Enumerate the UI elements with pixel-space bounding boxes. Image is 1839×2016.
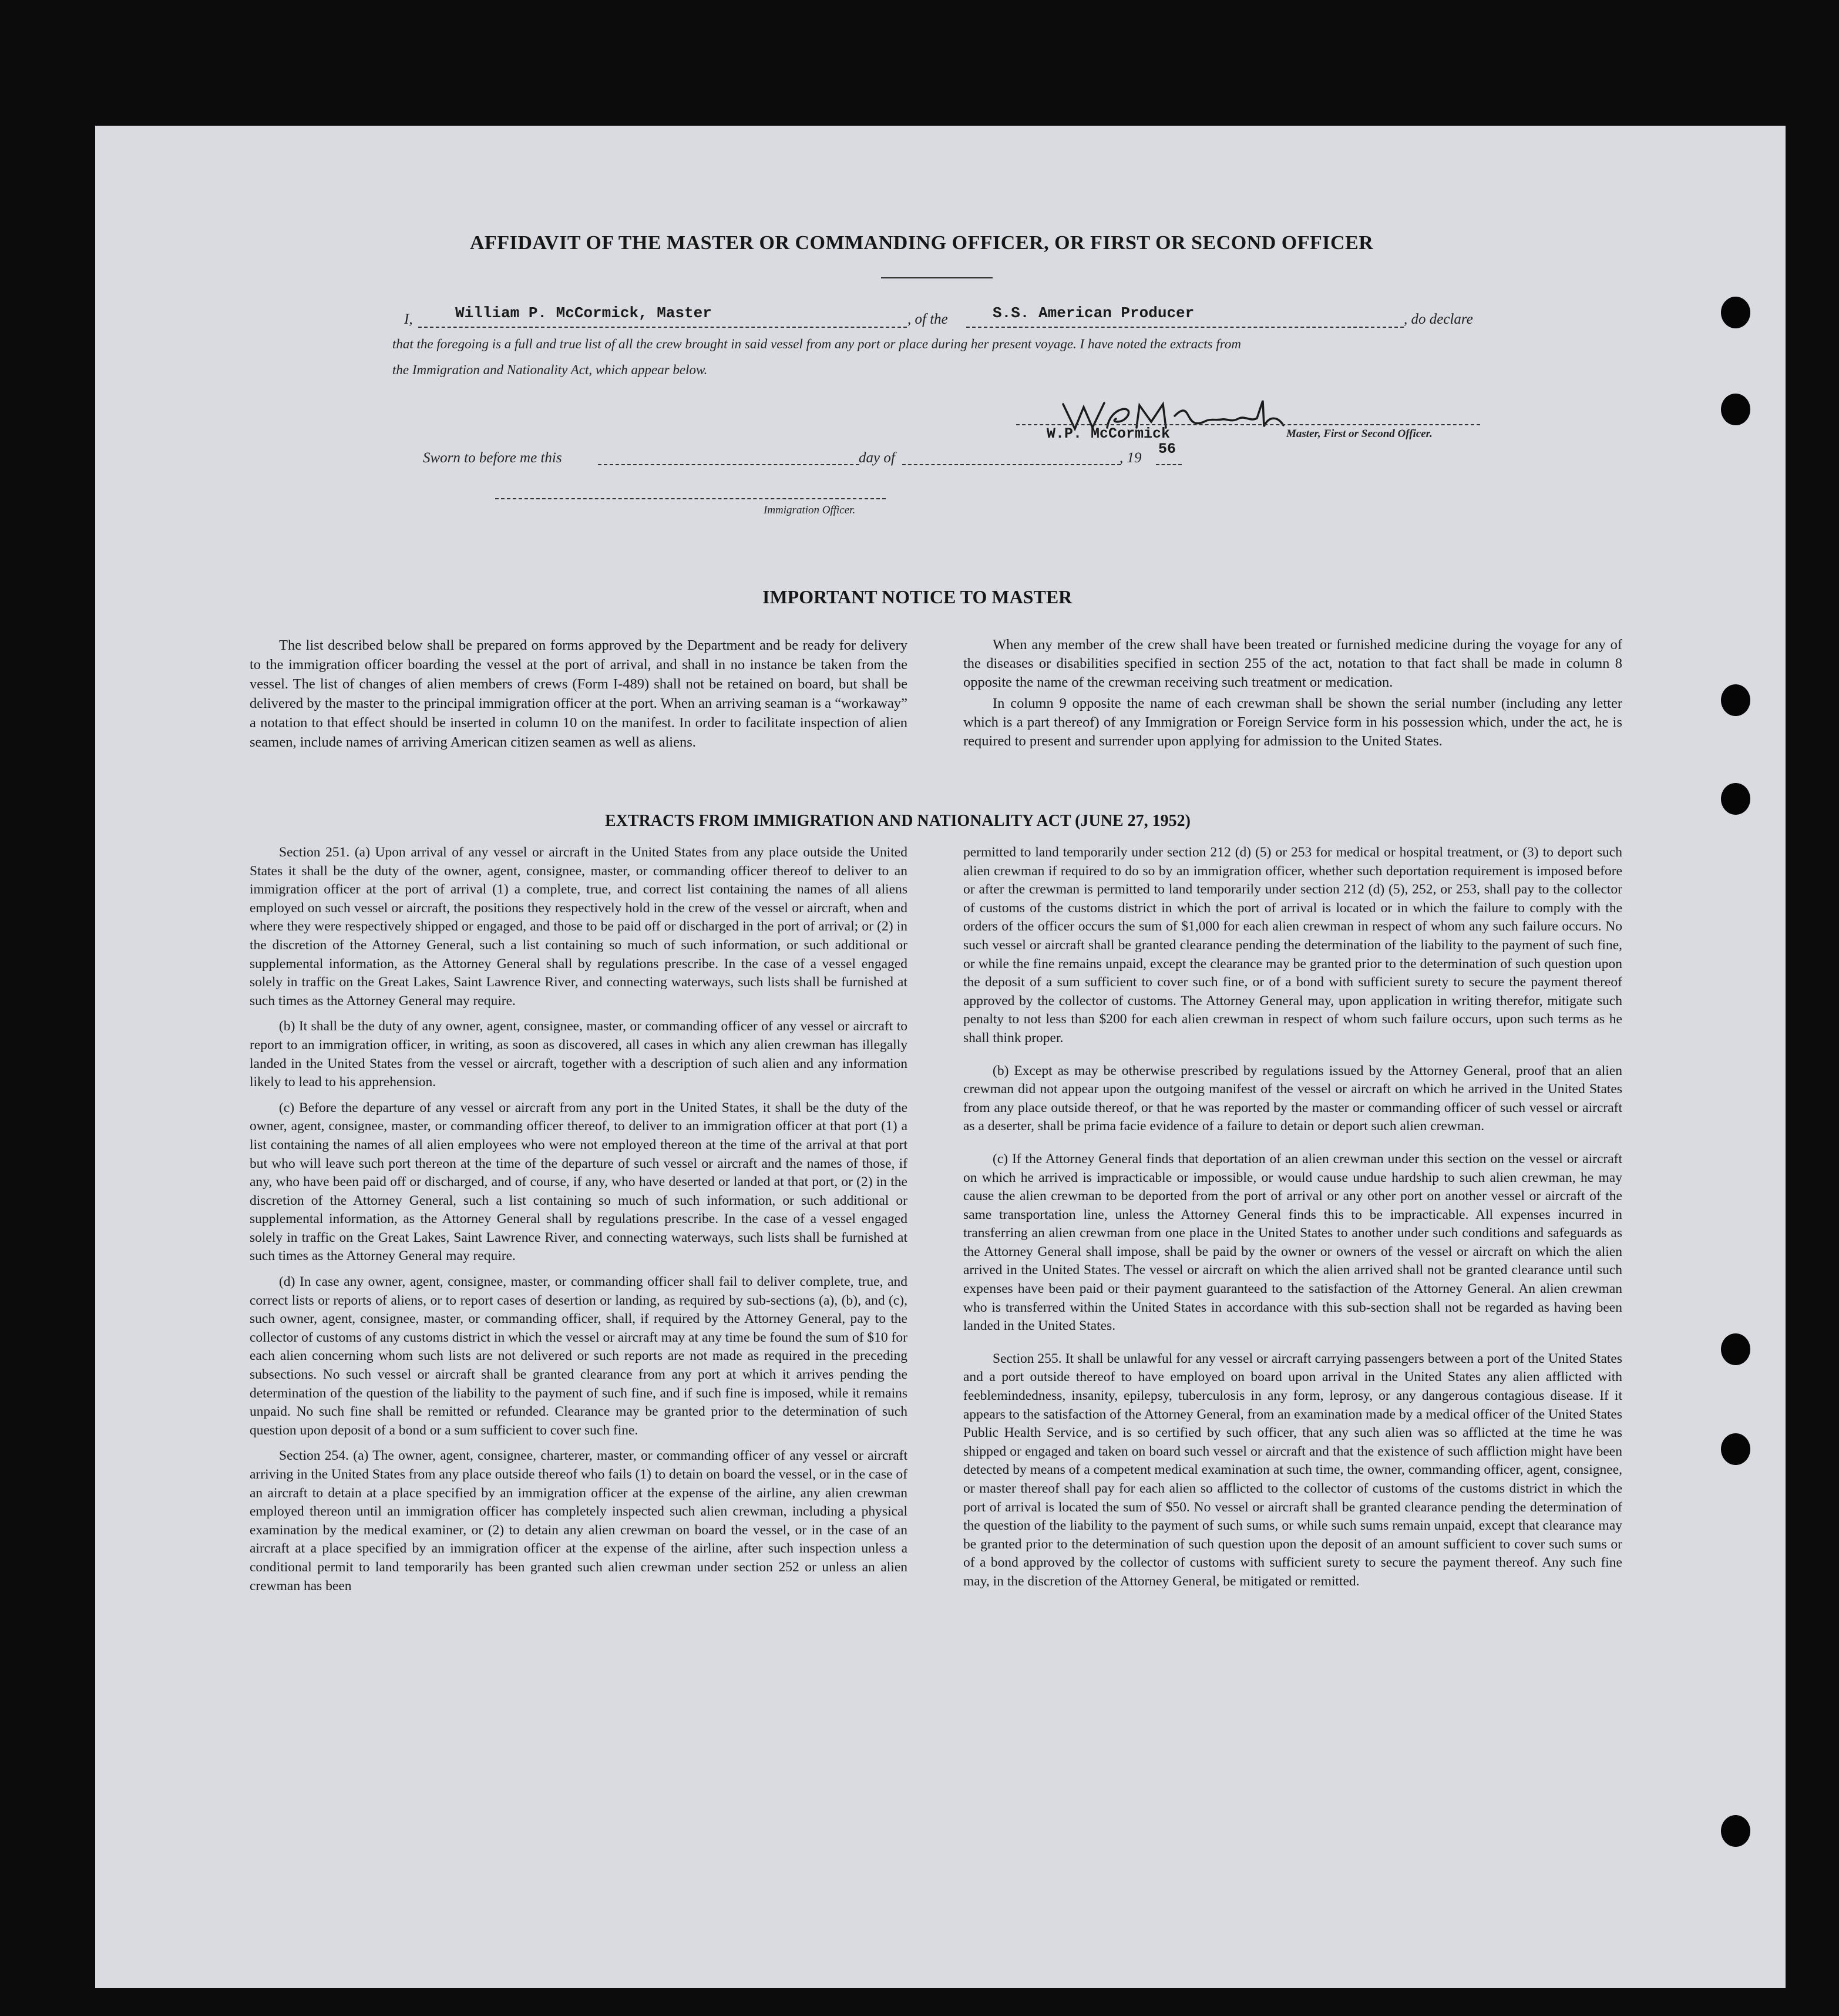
sworn-day-blank [598, 464, 859, 465]
binder-hole [1721, 1815, 1750, 1847]
act-paragraph: Section 255. It shall be unlawful for any vessel or aircraft carrying passengers between a port of the United States and a port outside thereof to have employed on board upon arrival in the United States any alien afflicted with feeblemindedness, insanity, epilepsy, tuberculosis in any form, leprosy, or any dangerous contagious disease. If it appears to the satisfaction of the Attorney General, from an examination made by a medical officer of the United States Public Health Service, and is so certified by such officer, that any such alien was so afflicted at the time he was shipped or engaged and taken on board such vessel or aircraft and that the existence of such affliction might have been detected by means of a competent medical examination at such time, the owner, commanding officer, agent, consignee, or master thereof shall pay for each alien so afflicted to the collector of customs of the customs district in which the port of arrival is located the sum of $50. No vessel or aircraft shall be granted clearance pending the determination of the question of the liability to the payment of such sums, or while such sums remain unpaid, except that clearance may be granted prior to the determination of such question upon the deposit of an amount sufficient to cover such sums or of a bond approved by the collector of customs with sufficient surety to secure the payment thereof. Any such fine may, in the discretion of the Attorney General, be mitigated or remitted. [963, 1350, 1622, 1589]
binder-hole [1721, 297, 1750, 328]
act-paragraph: permitted to land temporarily under section 212 (d) (5) or 253 for medical or hospital treatment, or (3) to deport such alien crewman if required to do so by an immigration officer, whether such deportation requirement is imposed before or after the crewman is permitted to land temporarily under section 212 (d) (5), 252, or 253, shall pay to the collector of customs of the customs district in which the port of arrival is located or in which the failure to comply with the orders of the officer occurs the sum of $1,000 for each alien crewman in respect of whom any such failure occurs. No such vessel or aircraft shall be granted clearance pending the determination of the liability to the payment of such fine, or while the fine remains unpaid, except the clearance may be granted prior to the determination of such question upon the deposit of a sum sufficient to cover such fine, or of a bond with sufficient surety to secure the payment thereof approved by the collector of customs. The Attorney General may, upon application in writing therefor, mitigate such penalty to not less than $200 for each alien crewman in respect of whom such failure occurs, upon such terms as he shall think proper. [963, 845, 1622, 1046]
act-paragraph: (c) Before the departure of any vessel or aircraft from any port in the United States, it shall be the duty of the owner, agent, consignee, master, or commanding officer thereof, to deliver to an immigration officer at that port (1) a list containing the names of all alien employees who were not employed thereon at the time of the arrival at that port but who will leave such port thereon at the time of the departure of such vessel or aircraft and the names of those, if any, who have been paid off or discharged, and of course, if any, who have deserted or landed at that port, or (2) in the discretion of the Attorney General, such a list containing so much of such information, or such additional or supplemental information, as the Attorney General shall by regulations prescribe. In the case of a vessel engaged solely in traffic on the Great Lakes, Saint Lawrence River, and connecting waterways, such lists shall be furnished at such times as the Attorney General may require. [250, 1100, 907, 1264]
notice-right-paragraph-2: In column 9 opposite the name of each crewman shall be shown the serial number (including any letter which is a part thereof) of any Immigration or Foreign Service form in his possession which, under the act, he is required to present and surrender upon applying for admission to the United States. [963, 695, 1622, 749]
affidavit-title: AFFIDAVIT OF THE MASTER OR COMMANDING OFFICER, OR FIRST OR SECOND OFFICER [470, 232, 1374, 254]
notice-left-column [250, 636, 907, 759]
notice-title: IMPORTANT NOTICE TO MASTER [762, 586, 1073, 607]
act-paragraph: (b) It shall be the duty of any owner, agent, consignee, master, or commanding officer of any vessel or aircraft to report to an immigration officer, in writing, as soon as discovered, all cases in which any alien crewman has illegally landed in the United States from the vessel or aircraft, together with a description of such alien and any information likely to lead to his apprehension. [250, 1019, 907, 1090]
declaration-line-1: that the foregoing is a full and true list of all the crew brought in said vessel from any port or place during her present voyage. I have noted the extracts from [392, 337, 1241, 351]
signature-title: Master, First or Second Officer. [1286, 428, 1433, 440]
sworn-label: Sworn to before me this [423, 450, 562, 466]
binder-hole [1721, 1433, 1750, 1465]
notice-right-paragraph-1: When any member of the crew shall have been treated or furnished medicine during the voyage for any of the diseases or disabilities specified in section 255 of the act, notation to that fact shall be made in column 8 opposite the name of the crewman receiving such treatment or medication. [963, 637, 1622, 690]
act-paragraph: (c) If the Attorney General finds that deportation of an alien crewman under this section on the vessel or aircraft on which he arrived is impracticable or impossible, or would cause undue hardship to such alien crewman, he may cause the alien crewman to be deported from the port of arrival or any other port on another vessel or aircraft of the same transportation line, unless the Attorney General finds this to be impracticable. All expenses incurred in transferring an alien crewman from one place in the United States to another under such conditions and safeguards as the Attorney General shall impose, shall be paid by the owner or owners of the vessel or aircraft on which the alien arrived in the United States. The vessel or aircraft on which the alien arrived shall not be granted clearance until such expenses have been paid or their payment guaranteed to the satisfaction of the Attorney General. An alien crewman who is transferred within the United States in accordance with this sub-section shall not be regarded as having been landed in the United States. [963, 1151, 1622, 1334]
year-value: 56 [1158, 441, 1176, 458]
extracts-left-column [250, 844, 907, 1602]
day-of-label: day of [859, 450, 895, 466]
extracts-right-column [963, 844, 1622, 1598]
vessel-blank [966, 327, 1404, 328]
notice-right-column [963, 636, 1622, 758]
declaration-line-2: the Immigration and Nationality Act, which appear below. [392, 362, 708, 377]
year-prefix: , 19 [1119, 450, 1142, 466]
act-paragraph: (b) Except as may be otherwise prescribed by regulations issued by the Attorney General, proof that an alien crewman did not appear upon the outgoing manifest of the vessel or aircraft on which he arrived in the United States from any place outside thereof, or that he was reported by the master or commanding officer of such vessel or aircraft as a deserter, shall be prima facie evidence of a failure to detain or deport such alien crewman. [963, 1063, 1622, 1134]
immigration-officer-label: Immigration Officer. [764, 504, 856, 516]
act-paragraph: Section 254. (a) The owner, agent, consignee, charterer, master, or commanding officer of any vessel or aircraft arriving in the United States from any place outside thereof who fails (1) to detain on board the vessel, or in the case of an aircraft to detain at a place specified by an immigration officer at the expense of the airline, any alien crewman employed thereon until an immigration officer has completely inspected such alien crewman, including a physical examination by the medical examiner, or (2) to detain any alien crewman on board the vessel, or in the case of an aircraft at a place specified by an immigration officer at the expense of the airline, after such inspection unless a conditional permit to land temporarily has been granted such alien crewman under section 252 or unless an alien crewman has been [250, 1448, 907, 1594]
extracts-title: EXTRACTS FROM IMMIGRATION AND NATIONALITY ACT (JUNE 27, 1952) [605, 812, 1191, 830]
of-the-label: , of the [907, 311, 948, 327]
act-paragraph: Section 251. (a) Upon arrival of any vessel or aircraft in the United States from any place outside the United States it shall be the duty of the owner, agent, consignee, master, or commanding officer thereof to deliver to an immigration officer at the port of arrival (1) a complete, true, and correct list containing the names of all aliens employed on such vessel or aircraft, the positions they respectively hold in the crew of the vessel or aircraft, when and where they were respectively shipped or engaged, and those to be paid off or discharged in the port of arrival; or (2) in the discretion of the Attorney General, such a list containing so much of such information, or such additional or supplemental information, as the Attorney General shall by regulations prescribe. In the case of a vessel engaged solely in traffic on the Great Lakes, Saint Lawrence River, and connecting waterways, such lists shall be furnished at such times as the Attorney General may require. [250, 845, 907, 1009]
signature-typed-name: W.P. McCormick [1047, 425, 1171, 442]
name-blank [418, 327, 907, 328]
master-name: William P. McCormick, Master [455, 304, 712, 322]
binder-hole [1721, 684, 1750, 716]
notice-left-paragraph: The list described below shall be prepared on forms approved by the Department and be ready for delivery to the immigration officer boarding the vessel at the port of arrival, and shall in no instance be taken from the vessel. The list of changes of alien members of crews (Form I-489) shall not be retained on board, but shall be delivered by the master to the principal immigration officer at the port. When an arriving seaman is a “workaway” a notation to that effect should be inserted in column 10 on the manifest. In order to facilitate inspection of alien seamen, include names of arriving American citizen seamen as well as aliens. [250, 637, 907, 750]
year-blank [1156, 464, 1182, 465]
act-paragraph: (d) In case any owner, agent, consignee, master, or commanding officer shall fail to deliver complete, true, and correct lists or reports of aliens, or to report cases of desertion or landing, as required by sub-sections (a), (b), and (c), such owner, agent, consignee, master, or commanding officer, shall, if required by the Attorney General, pay to the collector of customs of any customs district in which the vessel or aircraft may at any time be found the sum of $10 for each alien concerning whom such lists are not delivered or such reports are not made as required in the preceding subsections. No such vessel or aircraft shall be granted clearance from any port at which it arrives pending the determination of the question of the liability to the payment of such fine, and if such fine is imposed, while it remains unpaid. No such fine shall be remitted or refunded. Clearance may be granted prior to the determination of such question upon deposit of a bond or a sum sufficient to cover such fine. [250, 1274, 907, 1438]
sworn-month-blank [902, 464, 1121, 465]
vessel-name: S.S. American Producer [993, 304, 1195, 322]
binder-hole [1721, 1333, 1750, 1365]
do-declare-label: , do declare [1404, 311, 1473, 327]
binder-hole [1721, 394, 1750, 425]
binder-hole [1721, 783, 1750, 815]
immigration-officer-line [495, 498, 886, 499]
title-underline [881, 277, 993, 278]
affidavit-prefix: I, [404, 311, 413, 327]
